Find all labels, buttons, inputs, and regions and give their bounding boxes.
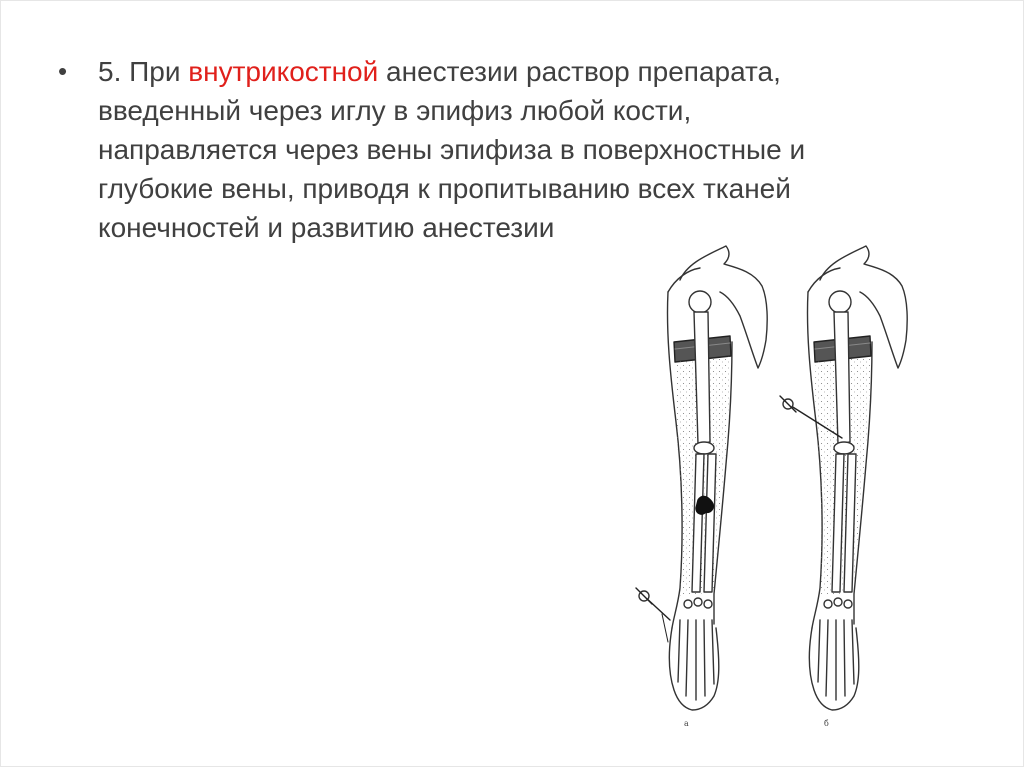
text-line-4: глубокие вены, приводя к пропитыванию всех тканей xyxy=(98,173,791,204)
text-line-1-prefix: 5. При xyxy=(98,56,189,87)
bullet-dot: • xyxy=(58,56,68,86)
right-hand xyxy=(809,628,859,710)
left-hand xyxy=(669,628,719,710)
highlighted-term: внутрикостной xyxy=(188,56,379,87)
left-arm-figure xyxy=(636,246,767,728)
text-line-5: конечностей и развитию анестезии xyxy=(98,212,555,243)
left-shoulder-top xyxy=(668,268,700,292)
left-humeral-head xyxy=(689,291,711,313)
panel-label-a: а xyxy=(684,719,689,728)
right-arm-figure xyxy=(780,246,907,728)
bullet-text xyxy=(98,52,898,247)
panel-label-b: б xyxy=(824,719,829,728)
text-line-1 xyxy=(98,52,898,91)
text-line-1-suffix: анестезии раствор препарата, xyxy=(378,56,781,87)
text-line-2: введенный через иглу в эпифиз любой кости, xyxy=(98,95,692,126)
arm-anesthesia-illustration xyxy=(628,232,916,732)
right-shoulder-top xyxy=(808,268,840,292)
text-line-3: направляется через вены эпифиза в поверхностные и xyxy=(98,134,806,165)
right-humeral-head xyxy=(829,291,851,313)
arm-drawing-svg xyxy=(628,232,916,732)
